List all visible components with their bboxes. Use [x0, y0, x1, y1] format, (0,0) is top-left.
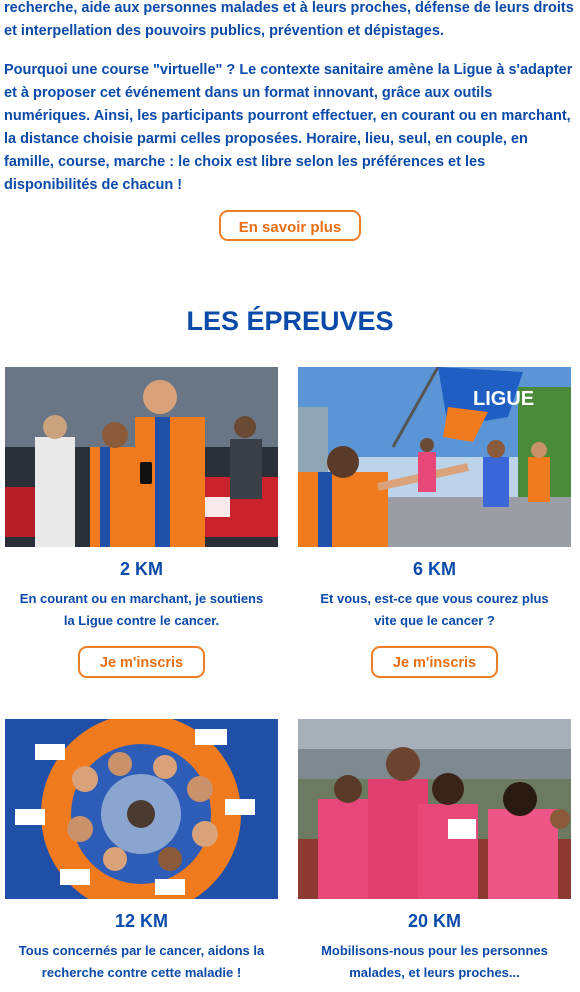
en-savoir-plus-button[interactable]: En savoir plus: [219, 210, 362, 241]
runners-photo-2km: [5, 367, 278, 547]
supporters-photo-20km: [298, 719, 571, 899]
event-distance: 12 KM: [114, 911, 168, 931]
inscription-button-6km[interactable]: Je m'inscris: [371, 646, 498, 678]
event-description: Mobilisons-nous pour les personnes malades, et leurs proches...: [321, 943, 548, 980]
event-description: Tous concernés par le cancer, aidons la recherche contre cette maladie !: [18, 943, 265, 980]
event-card-2km: [5, 367, 278, 678]
event-distance: 20 KM: [407, 911, 461, 931]
inscription-button-2km[interactable]: Je m'inscris: [78, 646, 205, 678]
intro-text: [0, 0, 580, 241]
section-title: LES ÉPREUVES: [186, 306, 394, 336]
event-card-6km: [298, 367, 571, 678]
event-distance: 2 KM: [119, 559, 163, 579]
event-distance: 6 KM: [412, 559, 456, 579]
event-description: En courant ou en marchant, je soutiens la Ligue contre le cancer.: [19, 591, 264, 628]
group-photo-12km: [5, 719, 278, 899]
runners-photo-6km: [298, 367, 571, 547]
flag-text: LIGUE: [473, 388, 535, 410]
event-card-20km: [298, 719, 571, 984]
intro-paragraph-1: recherche, aide aux personnes malades et à leurs proches, défense de leurs droits et interpellation des pouvoirs publics, prévention et dépistages.: [4, 0, 574, 39]
event-description: Et vous, est-ce que vous courez plus vite que le cancer ?: [320, 591, 549, 628]
intro-paragraph-2: Pourquoi une course "virtuelle" ? Le contexte sanitaire amène la Ligue à s'adapter et à proposer cet événement dans un format innovant, grâce aux outils numériques. Ainsi, les participants pourront effectuer, en courant ou en marchant, la distance choisie parmi celles proposées. Horaire, lieu, seul, en couple, en famille, course, marche : le choix est libre selon les préférences et les disponibilités de chacun !: [4, 62, 573, 193]
event-card-12km: [5, 719, 278, 984]
